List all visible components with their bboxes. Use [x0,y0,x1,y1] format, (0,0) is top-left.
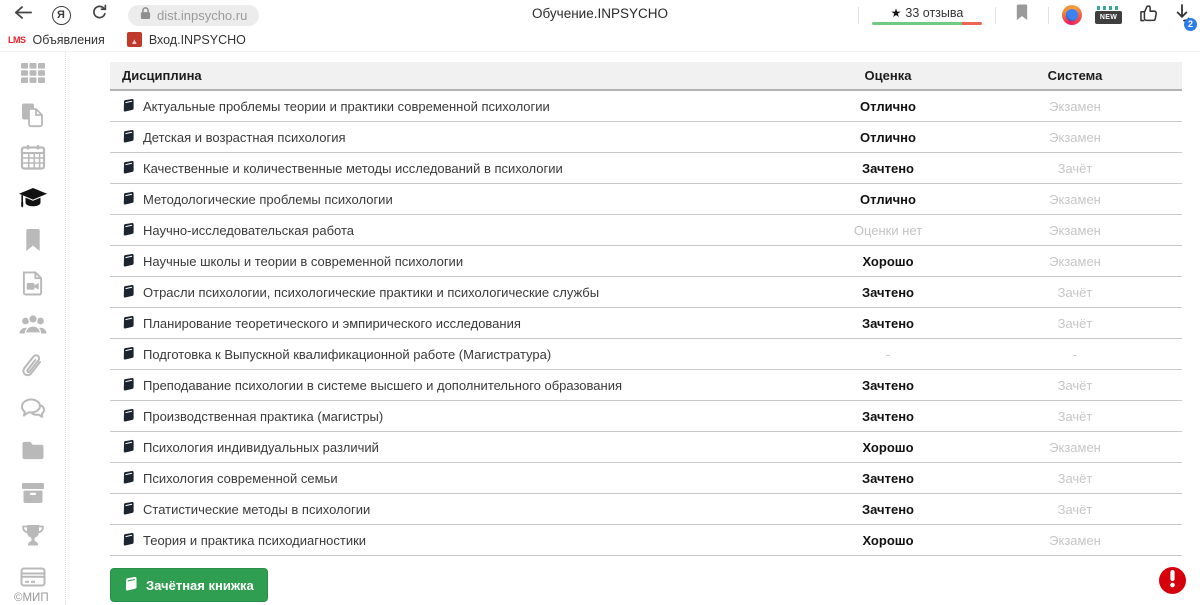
system-value: Экзамен [1049,191,1101,207]
toolbar-right-cluster [858,3,1193,29]
reviews-rating-bar [872,22,982,25]
discipline-name: Статистические методы в психологии [143,501,371,517]
main-content [110,52,1182,602]
copyright-label: ©МИП [14,592,49,604]
table-row[interactable] [110,525,1182,556]
header-grade: Оценка [864,68,912,83]
sidebar-item-files[interactable] [18,440,48,466]
sidebar-item-achievements[interactable] [18,524,48,550]
book-icon [122,129,135,146]
reload-icon [91,4,108,26]
bookmark-flag-button[interactable] [1009,3,1035,27]
grade-value: Зачтено [862,377,914,393]
table-row[interactable] [110,308,1182,339]
table-row[interactable] [110,246,1182,277]
system-value: Зачёт [1057,470,1093,486]
address-bar[interactable] [128,5,259,26]
toolbar-divider [1048,7,1049,24]
book-icon [122,253,135,270]
graduation-cap-icon [18,187,48,216]
apps-grid-icon [20,62,46,89]
reviews-count: 33 отзыва [905,5,964,20]
toolbar-divider [995,7,996,24]
sidebar-item-education-active[interactable] [18,188,48,214]
grade-value: Зачтено [862,408,914,424]
sidebar-item-messages[interactable] [18,398,48,424]
discipline-name: Отрасли психологии, психологические практики и психологические службы [143,284,600,300]
book-icon [122,377,135,394]
grade-value: - [885,346,891,362]
system-value: Зачёт [1057,160,1093,176]
grade-value: Зачтено [862,315,914,331]
discipline-name: Научные школы и теории в современной психологии [143,253,464,269]
discipline-name: Психология современной семьи [143,470,338,486]
discipline-name: Планирование теоретического и эмпирического исследования [143,315,521,331]
mip-favicon: ▲ [127,32,142,47]
url-text: dist.inpsycho.ru [157,7,248,23]
table-row[interactable] [110,277,1182,308]
downloads-button[interactable] [1174,4,1193,29]
system-value: Экзамен [1049,98,1101,114]
users-icon [18,313,48,342]
browser-toolbar [0,0,1200,28]
system-value: Зачёт [1057,284,1093,300]
extension-icon[interactable] [1062,5,1082,25]
book-icon [122,191,135,208]
book-icon [122,222,135,239]
table-row[interactable] [110,432,1182,463]
folder-icon [20,440,46,466]
table-row[interactable] [110,91,1182,122]
gestures-button[interactable] [1135,3,1161,27]
gradebook-book-icon [124,576,138,594]
video-file-icon [21,270,44,301]
chat-icon [19,397,47,426]
sidebar-item-payments[interactable] [18,566,48,592]
system-value: Экзамен [1049,222,1101,238]
alert-notification[interactable] [1159,567,1186,594]
book-icon [122,532,135,549]
discipline-name: Детская и возрастная психология [143,129,346,145]
table-row[interactable] [110,494,1182,525]
grade-value: Отлично [860,191,916,207]
trophy-icon [21,523,45,552]
system-value: Экзамен [1049,439,1101,455]
documents-icon [20,102,45,133]
download-count-badge: 2 [1184,18,1197,31]
sidebar-item-calendar[interactable] [18,146,48,172]
system-value: Экзамен [1049,532,1101,548]
system-value: Зачёт [1057,501,1093,517]
table-row[interactable] [110,370,1182,401]
sidebar-item-attachments[interactable] [18,356,48,382]
discipline-name: Научно-исследовательская работа [143,222,355,238]
discipline-name: Качественные и количественные методы исследований в психологии [143,160,563,176]
sidebar-item-bookmarks[interactable] [18,230,48,256]
discipline-name: Теория и практика психодиагностики [143,532,367,548]
back-button[interactable] [10,3,36,27]
table-row[interactable] [110,184,1182,215]
system-value: - [1072,346,1078,362]
book-icon [122,315,135,332]
discipline-name: Преподавание психологии в системе высшего и дополнительного образования [143,377,622,393]
book-icon [122,439,135,456]
exclamation-icon [1159,565,1186,597]
table-row[interactable] [110,339,1182,370]
grade-value: Хорошо [862,439,914,455]
sidebar-item-groups[interactable] [18,314,48,340]
new-feature-button[interactable] [1095,6,1122,24]
sidebar-item-documents[interactable] [18,104,48,130]
book-icon [122,98,135,115]
book-icon [122,284,135,301]
browser-chrome [0,0,1200,52]
grade-value: Хорошо [862,253,914,269]
table-row[interactable] [110,122,1182,153]
sidebar-item-media[interactable] [18,272,48,298]
reload-button[interactable] [86,3,112,27]
header-discipline: Дисциплина [122,68,202,83]
archive-icon [21,482,45,509]
thumb-gesture-icon [1138,4,1158,27]
card-icon [20,567,46,592]
back-arrow-icon [14,5,32,25]
discipline-name: Подготовка к Выпускной квалификационной работе (Магистратура) [143,346,552,362]
table-row[interactable] [110,153,1182,184]
page-title: Обучение.INPSYCHO [532,6,668,21]
grade-value: Оценки нет [853,222,923,238]
book-icon [122,470,135,487]
grade-value: Отлично [860,98,916,114]
new-badge-lights [1097,6,1121,10]
sidebar-item-archive[interactable] [18,482,48,508]
table-row[interactable] [110,463,1182,494]
book-icon [122,501,135,518]
bookmark-flag-icon [1015,4,1029,26]
grade-value: Отлично [860,129,916,145]
table-row[interactable] [110,215,1182,246]
grade-value: Зачтено [862,470,914,486]
sidebar-nav [0,52,66,605]
sidebar-item-apps[interactable] [18,62,48,88]
bookmark-item-lms[interactable]: LMS Объявления [8,32,105,47]
bookmarks-bar [0,28,1200,52]
grade-value: Зачтено [862,284,914,300]
table-header [110,62,1182,91]
book-icon [122,346,135,363]
system-value: Зачёт [1057,315,1093,331]
book-icon [122,408,135,425]
gradebook-button[interactable]: Зачётная книжка [110,568,268,602]
discipline-name: Производственная практика (магистры) [143,408,384,424]
lms-favicon: LMS [8,34,26,45]
header-system: Система [1047,68,1103,83]
discipline-name: Методологические проблемы психологии [143,191,393,207]
book-icon [122,160,135,177]
site-reviews[interactable] [872,6,982,25]
bookmark-item-inpsycho[interactable]: ▲ Вход.INPSYCHO [127,32,246,47]
calendar-icon [20,144,46,175]
paperclip-icon [21,354,45,385]
system-value: Экзамен [1049,129,1101,145]
system-value: Зачёт [1057,408,1093,424]
grade-value: Хорошо [862,532,914,548]
yandex-button[interactable] [48,3,74,27]
yandex-icon: Я [52,6,71,25]
grade-value: Зачтено [862,501,914,517]
system-value: Зачёт [1057,377,1093,393]
toolbar-divider [858,7,859,24]
grade-value: Зачтено [862,160,914,176]
new-badge-icon: NEW [1095,11,1122,24]
discipline-name: Актуальные проблемы теории и практики современной психологии [143,98,550,114]
lock-icon [140,6,151,25]
system-value: Экзамен [1049,253,1101,269]
table-row[interactable] [110,401,1182,432]
table-body [110,91,1182,556]
bookmark-icon [24,229,42,257]
star-icon: ★ [890,5,902,20]
discipline-name: Психология индивидуальных различий [143,439,379,455]
